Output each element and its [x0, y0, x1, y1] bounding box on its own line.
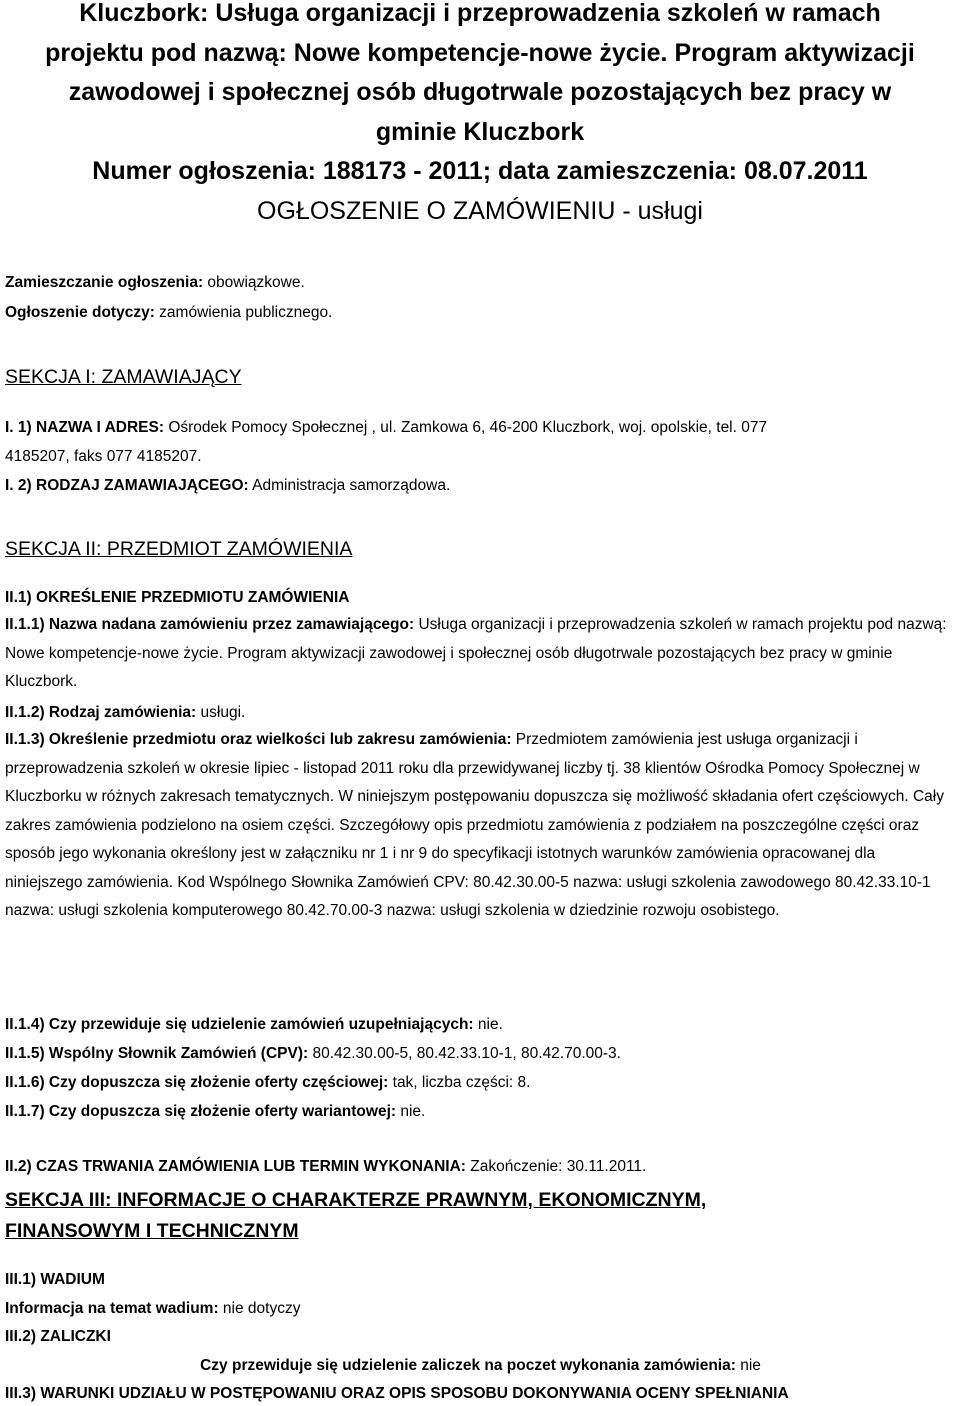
contracting-authority-type: I. 2) RODZAJ ZAMAWIAJĄCEGO: Administracja samorządowa. [5, 477, 451, 494]
section-2-heading: SEKCJA II: PRZEDMIOT ZAMÓWIENIA [5, 538, 353, 560]
contracting-authority-phone: 4185207, faks 077 4185207. [5, 448, 202, 465]
title-line: zawodowej i społecznej osób długotrwale pozostających bez pracy w [68, 78, 892, 106]
document-body [5, 0, 956, 1406]
variant-offers: II.1.7) Czy dopuszcza się złożenie oferty wariantowej: nie. [5, 1103, 426, 1120]
announcement-concerns: Ogłoszenie dotyczy: zamówienia publicznego. [5, 304, 333, 321]
partial-offers: II.1.6) Czy dopuszcza się złożenie oferty częściowej: tak, liczba części: 8. [5, 1074, 531, 1091]
section-3-heading: SEKCJA III: INFORMACJE O CHARAKTERZE PRAWNYM, EKONOMICZNYM, [5, 1189, 707, 1211]
cpv-codes: II.1.5) Wspólny Słownik Zamówień (CPV): 80.42.30.00-5, 80.42.33.10-1, 80.42.70.00-3. [5, 1045, 621, 1062]
subsection-heading: II.1) OKREŚLENIE PRZEDMIOTU ZAMÓWIENIA [5, 589, 350, 606]
advance-payments: Czy przewiduje się udzielenie zaliczek na poczet wykonania zamówienia: nie [200, 1357, 761, 1374]
contract-type: II.1.2) Rodzaj zamówienia: usługi. [5, 704, 246, 721]
supplementary-orders: II.1.4) Czy przewiduje się udzielenie zamówień uzupełniających: nie. [5, 1016, 503, 1033]
section-1-heading: SEKCJA I: ZAMAWIAJĄCY [5, 366, 242, 388]
contracting-authority-address: I. 1) NAZWA I ADRES: Ośrodek Pomocy Społecznej , ul. Zamkowa 6, 46-200 Kluczbork, woj. opolskie, tel. 077 [5, 419, 768, 436]
title-line: Kluczbork: Usługa organizacji i przeprowadzenia szkoleń w ramach [79, 0, 881, 27]
announcement-type: OGŁOSZENIE O ZAMÓWIENIU - usługi [257, 196, 703, 225]
title-line: projektu pod nazwą: Nowe kompetencje-nowe życie. Program aktywizacji [45, 38, 915, 67]
section-3-heading-cont: FINANSOWYM I TECHNICZNYM [5, 1220, 299, 1242]
subsection-heading: III.2) ZALICZKI [5, 1328, 111, 1345]
title-line: gminie Kluczbork [375, 117, 585, 146]
wadium-info: Informacja na temat wadium: nie dotyczy [5, 1300, 301, 1317]
contract-name: II.1.1) Nazwa nadana zamówieniu przez zamawiającego: Usługa organizacji i przeprowadzenia szkoleń w ramach projektu pod nazwą: Nowe kompetencje-nowe życie. Program aktywizacji zawodowej i społecznej osób długotrwale pozostających bez pracy w gminie Kluczbork. [5, 616, 947, 690]
contract-scope: II.1.3) Określenie przedmiotu oraz wielkości lub zakresu zamówienia: Przedmiotem zamówienia jest usługa organizacji i przeprowadzenia szkoleń w okresie lipiec - listopad 2011 roku dla przewidywanej liczby tj. 38 klientów Ośrodka Pomocy Społecznej w Kluczborku w różnych zakresach tematycznych. W niniejszym postępowaniu dopuszcza się możliwość składania ofert częściowych. Cały zakres zamówienia podzielono na osiem części. Szczegółowy opis przedmiotu zamówienia z podziałem na poszczególne części oraz sposób jego wykonania określony jest w załączniku nr 1 i nr 9 do specyfikacji istotnych warunków zamówienia opracowanej dla niniejszego zamówienia. Kod Wspólnego Słownika Zamówień CPV: 80.42.30.00-5 nazwa: usługi szkolenia zawodowego 80.42.33.10-1 nazwa: usługi szkolenia komputerowego 80.42.70.00-3 nazwa: usługi szkolenia w dziedzinie rozwoju osobistego. [5, 731, 944, 919]
subsection-heading: III.1) WADIUM [5, 1271, 105, 1288]
contract-duration: II.2) CZAS TRWANIA ZAMÓWIENIA LUB TERMIN WYKONANIA: Zakończenie: 30.11.2011. [5, 1158, 647, 1175]
subsection-heading: III.3) WARUNKI UDZIAŁU W POSTĘPOWANIU ORAZ OPIS SPOSOBU DOKONYWANIA OCENY SPEŁNIANIA [5, 1385, 789, 1402]
announcement-number: Numer ogłoszenia: 188173 - 2011; data zamieszczenia: 08.07.2011 [92, 157, 868, 185]
publication-mode: Zamieszczanie ogłoszenia: obowiązkowe. [5, 274, 305, 291]
